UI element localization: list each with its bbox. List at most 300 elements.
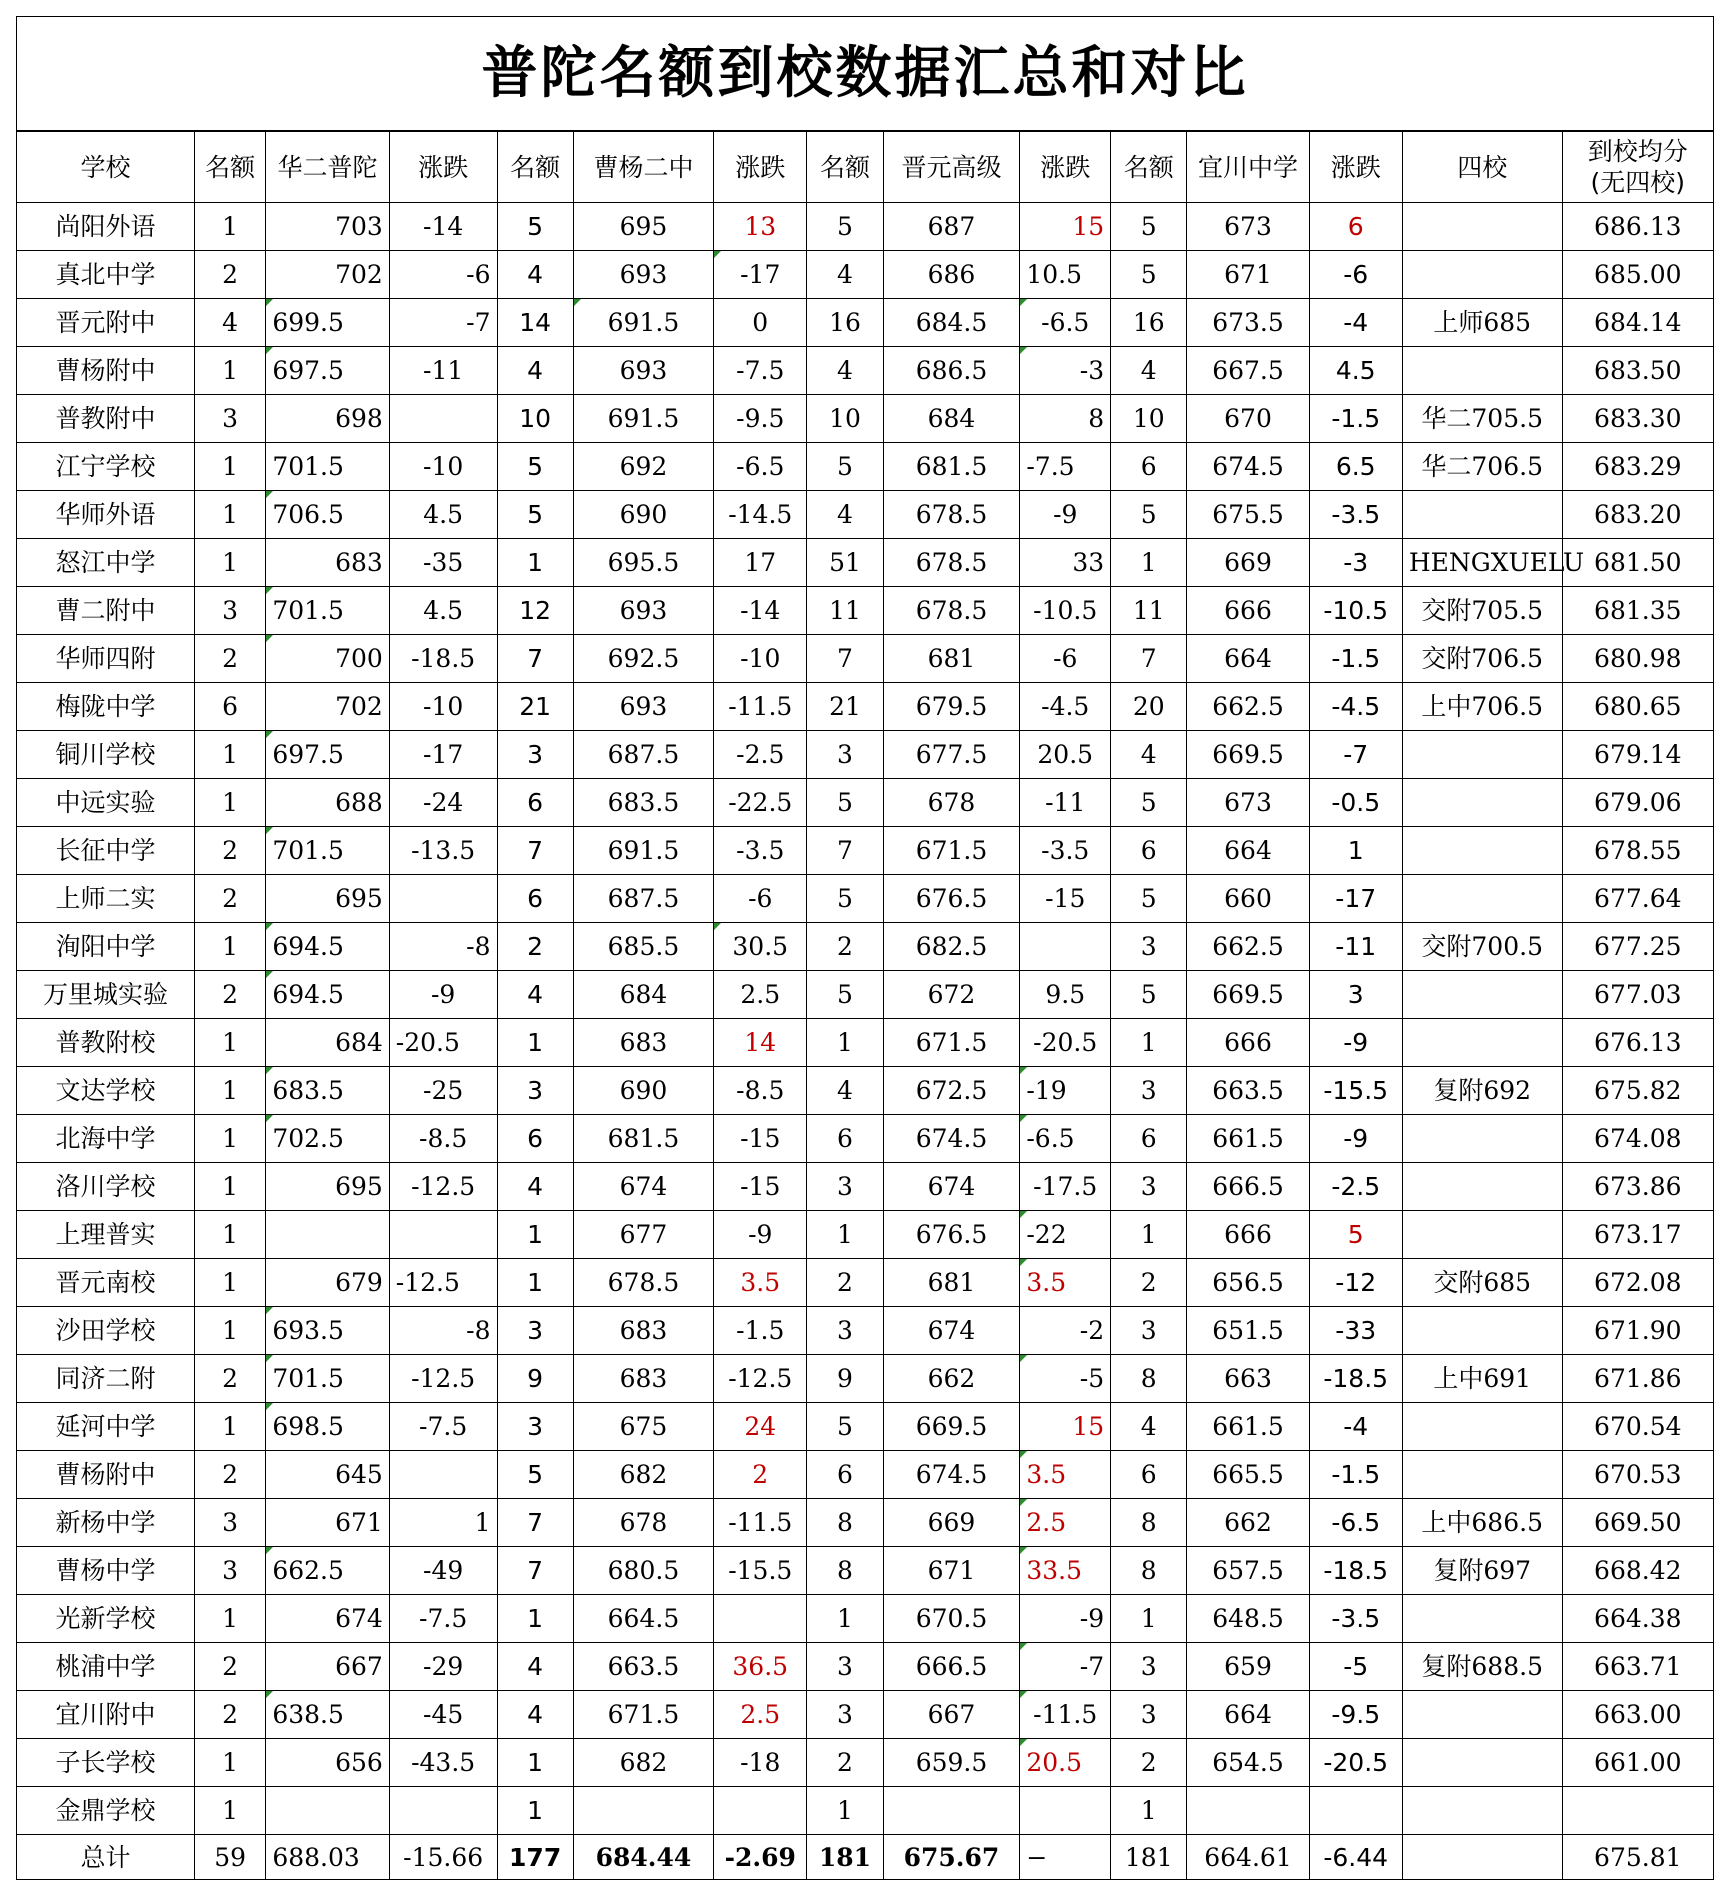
four-schools-score [1402, 1307, 1562, 1355]
score-huaer: 698 [266, 395, 389, 443]
change-yichuan: -9 [1309, 1115, 1402, 1163]
score-jinyuan [883, 1787, 1020, 1835]
score-jinyuan: 662 [883, 1355, 1020, 1403]
score-huaer: 706.5 [266, 491, 389, 539]
total-four-schools [1402, 1835, 1562, 1880]
score-huaer: 683.5 [266, 1067, 389, 1115]
score-caoyang [573, 1787, 713, 1835]
average-score: 677.25 [1562, 923, 1713, 971]
change-jinyuan: 8 [1020, 395, 1111, 443]
school-name: 华师四附 [17, 635, 195, 683]
change-yichuan: -1.5 [1309, 395, 1402, 443]
change-yichuan: -4.5 [1309, 683, 1402, 731]
change-caoyang: -3.5 [714, 827, 807, 875]
score-jinyuan: 669 [883, 1499, 1020, 1547]
score-jinyuan: 670.5 [883, 1595, 1020, 1643]
change-caoyang: -7.5 [714, 347, 807, 395]
quota-jinyuan: 3 [807, 1307, 883, 1355]
quota-yichuan: 1 [1111, 539, 1187, 587]
change-huaer: -49 [389, 1547, 497, 1595]
four-schools-score [1402, 971, 1562, 1019]
change-huaer: -45 [389, 1691, 497, 1739]
table-row [17, 827, 1714, 875]
total-quota-yichuan: 181 [1111, 1835, 1187, 1880]
quota-huaer: 1 [194, 491, 265, 539]
header-huaer: 华二普陀 [266, 131, 389, 203]
score-yichuan: 667.5 [1187, 347, 1309, 395]
score-jinyuan: 681.5 [883, 443, 1020, 491]
school-name: 子长学校 [17, 1739, 195, 1787]
header-jinyuan: 晋元高级 [883, 131, 1020, 203]
score-yichuan: 661.5 [1187, 1403, 1309, 1451]
average-score: 686.13 [1562, 203, 1713, 251]
score-yichuan: 648.5 [1187, 1595, 1309, 1643]
score-jinyuan: 687 [883, 203, 1020, 251]
quota-huaer: 2 [194, 1691, 265, 1739]
change-caoyang: -6.5 [714, 443, 807, 491]
quota-yichuan: 6 [1111, 443, 1187, 491]
score-jinyuan: 686 [883, 251, 1020, 299]
score-yichuan: 666.5 [1187, 1163, 1309, 1211]
change-huaer: -11 [389, 347, 497, 395]
quota-huaer: 3 [194, 587, 265, 635]
score-caoyang: 690 [573, 491, 713, 539]
change-huaer: -17 [389, 731, 497, 779]
score-jinyuan: 674 [883, 1163, 1020, 1211]
change-jinyuan: -7.5 [1020, 443, 1111, 491]
score-caoyang: 693 [573, 683, 713, 731]
quota-yichuan: 3 [1111, 1067, 1187, 1115]
school-name: 金鼎学校 [17, 1787, 195, 1835]
total-change-yichuan: -6.44 [1309, 1835, 1402, 1880]
average-score: 685.00 [1562, 251, 1713, 299]
four-schools-score: 复附697 [1402, 1547, 1562, 1595]
header-yichuan: 宜川中学 [1187, 131, 1309, 203]
quota-caoyang: 9 [497, 1355, 573, 1403]
average-score: 671.90 [1562, 1307, 1713, 1355]
change-caoyang: 13 [714, 203, 807, 251]
quota-jinyuan: 4 [807, 251, 883, 299]
school-name: 曹杨附中 [17, 1451, 195, 1499]
score-yichuan: 662.5 [1187, 923, 1309, 971]
quota-huaer: 1 [194, 1595, 265, 1643]
score-huaer: 656 [266, 1739, 389, 1787]
average-score: 670.53 [1562, 1451, 1713, 1499]
score-caoyang: 693 [573, 347, 713, 395]
change-jinyuan: -6.5 [1020, 299, 1111, 347]
table-row [17, 251, 1714, 299]
change-huaer: -43.5 [389, 1739, 497, 1787]
header-quota-1: 名额 [194, 131, 265, 203]
score-huaer: 697.5 [266, 347, 389, 395]
score-caoyang: 683 [573, 1019, 713, 1067]
change-jinyuan: -15 [1020, 875, 1111, 923]
change-jinyuan: -6 [1020, 635, 1111, 683]
change-huaer: 4.5 [389, 587, 497, 635]
quota-huaer: 1 [194, 1211, 265, 1259]
change-caoyang: -2.5 [714, 731, 807, 779]
quota-yichuan: 3 [1111, 1691, 1187, 1739]
school-name: 普教附校 [17, 1019, 195, 1067]
score-huaer: 671 [266, 1499, 389, 1547]
change-caoyang: -17 [714, 251, 807, 299]
change-yichuan: -18.5 [1309, 1355, 1402, 1403]
change-huaer: -29 [389, 1643, 497, 1691]
change-caoyang: -15 [714, 1163, 807, 1211]
score-huaer: 674 [266, 1595, 389, 1643]
change-huaer [389, 1211, 497, 1259]
change-jinyuan: 3.5 [1020, 1451, 1111, 1499]
four-schools-score: 上师685 [1402, 299, 1562, 347]
total-row [17, 1835, 1714, 1880]
four-schools-score: 上中686.5 [1402, 1499, 1562, 1547]
score-caoyang: 685.5 [573, 923, 713, 971]
total-change-jinyuan: − [1020, 1835, 1111, 1880]
quota-jinyuan: 5 [807, 875, 883, 923]
score-huaer: 701.5 [266, 1355, 389, 1403]
change-jinyuan: 3.5 [1020, 1259, 1111, 1307]
school-name: 同济二附 [17, 1355, 195, 1403]
change-yichuan: 3 [1309, 971, 1402, 1019]
average-score: 681.35 [1562, 587, 1713, 635]
change-jinyuan: 9.5 [1020, 971, 1111, 1019]
score-yichuan: 673 [1187, 779, 1309, 827]
quota-yichuan: 20 [1111, 683, 1187, 731]
quota-caoyang: 5 [497, 203, 573, 251]
score-yichuan: 669.5 [1187, 731, 1309, 779]
change-jinyuan: -10.5 [1020, 587, 1111, 635]
header-change-1: 涨跌 [389, 131, 497, 203]
quota-caoyang: 6 [497, 779, 573, 827]
change-yichuan: -17 [1309, 875, 1402, 923]
quota-yichuan: 3 [1111, 1643, 1187, 1691]
change-yichuan: -7 [1309, 731, 1402, 779]
four-schools-score [1402, 1739, 1562, 1787]
score-huaer: 662.5 [266, 1547, 389, 1595]
average-score: 673.86 [1562, 1163, 1713, 1211]
header-change-2: 涨跌 [714, 131, 807, 203]
table-row [17, 1163, 1714, 1211]
quota-jinyuan: 2 [807, 1739, 883, 1787]
table-row [17, 1067, 1714, 1115]
change-huaer: -18.5 [389, 635, 497, 683]
quota-yichuan: 5 [1111, 875, 1187, 923]
change-yichuan: 4.5 [1309, 347, 1402, 395]
quota-jinyuan: 1 [807, 1211, 883, 1259]
quota-jinyuan: 4 [807, 1067, 883, 1115]
school-name: 文达学校 [17, 1067, 195, 1115]
score-jinyuan: 678.5 [883, 491, 1020, 539]
score-huaer: 695 [266, 875, 389, 923]
quota-caoyang: 12 [497, 587, 573, 635]
school-name: 万里城实验 [17, 971, 195, 1019]
change-yichuan: -3.5 [1309, 491, 1402, 539]
four-schools-score [1402, 491, 1562, 539]
score-huaer: 700 [266, 635, 389, 683]
quota-jinyuan: 1 [807, 1787, 883, 1835]
score-huaer: 703 [266, 203, 389, 251]
score-jinyuan: 671.5 [883, 827, 1020, 875]
score-jinyuan: 666.5 [883, 1643, 1020, 1691]
quota-huaer: 2 [194, 971, 265, 1019]
score-yichuan: 664 [1187, 635, 1309, 683]
score-huaer: 688 [266, 779, 389, 827]
score-huaer: 701.5 [266, 827, 389, 875]
quota-huaer: 1 [194, 203, 265, 251]
change-caoyang: -22.5 [714, 779, 807, 827]
change-huaer: -25 [389, 1067, 497, 1115]
quota-jinyuan: 4 [807, 491, 883, 539]
four-schools-score: 复附692 [1402, 1067, 1562, 1115]
quota-jinyuan: 6 [807, 1115, 883, 1163]
change-jinyuan: -9 [1020, 1595, 1111, 1643]
change-yichuan: -6.5 [1309, 1499, 1402, 1547]
header-quota-2: 名额 [497, 131, 573, 203]
quota-jinyuan: 3 [807, 1691, 883, 1739]
score-huaer: 679 [266, 1259, 389, 1307]
change-jinyuan: -17.5 [1020, 1163, 1111, 1211]
change-yichuan: -1.5 [1309, 1451, 1402, 1499]
quota-huaer: 1 [194, 1163, 265, 1211]
average-score: 679.06 [1562, 779, 1713, 827]
total-score-huaer: 688.03 [266, 1835, 389, 1880]
table-row [17, 347, 1714, 395]
quota-yichuan: 1 [1111, 1787, 1187, 1835]
quota-caoyang: 5 [497, 491, 573, 539]
quota-huaer: 2 [194, 1451, 265, 1499]
change-yichuan: -0.5 [1309, 779, 1402, 827]
quota-jinyuan: 2 [807, 1259, 883, 1307]
school-name: 曹二附中 [17, 587, 195, 635]
change-jinyuan: 10.5 [1020, 251, 1111, 299]
change-huaer: -7.5 [389, 1595, 497, 1643]
quota-yichuan: 8 [1111, 1355, 1187, 1403]
header-caoyang: 曹杨二中 [573, 131, 713, 203]
change-jinyuan: -9 [1020, 491, 1111, 539]
quota-huaer: 1 [194, 347, 265, 395]
change-jinyuan: -11.5 [1020, 1691, 1111, 1739]
change-yichuan: -9 [1309, 1019, 1402, 1067]
score-caoyang: 683.5 [573, 779, 713, 827]
quota-caoyang: 1 [497, 539, 573, 587]
change-yichuan: -15.5 [1309, 1067, 1402, 1115]
change-caoyang: 2.5 [714, 1691, 807, 1739]
score-caoyang: 677 [573, 1211, 713, 1259]
average-score: 677.64 [1562, 875, 1713, 923]
school-name: 北海中学 [17, 1115, 195, 1163]
score-caoyang: 693 [573, 251, 713, 299]
school-name: 新杨中学 [17, 1499, 195, 1547]
change-yichuan: -18.5 [1309, 1547, 1402, 1595]
four-schools-score [1402, 1211, 1562, 1259]
score-jinyuan: 672.5 [883, 1067, 1020, 1115]
score-caoyang: 691.5 [573, 827, 713, 875]
change-huaer: -10 [389, 443, 497, 491]
score-yichuan: 666 [1187, 1211, 1309, 1259]
change-jinyuan [1020, 923, 1111, 971]
change-yichuan [1309, 1787, 1402, 1835]
change-yichuan: 5 [1309, 1211, 1402, 1259]
quota-caoyang: 4 [497, 1643, 573, 1691]
change-caoyang: 36.5 [714, 1643, 807, 1691]
header-quota-4: 名额 [1111, 131, 1187, 203]
quota-huaer: 2 [194, 1355, 265, 1403]
table-row [17, 491, 1714, 539]
change-jinyuan: -3.5 [1020, 827, 1111, 875]
quota-huaer: 1 [194, 1307, 265, 1355]
change-huaer: -14 [389, 203, 497, 251]
score-huaer: 698.5 [266, 1403, 389, 1451]
table-row [17, 1595, 1714, 1643]
average-score: 676.13 [1562, 1019, 1713, 1067]
average-score: 675.82 [1562, 1067, 1713, 1115]
change-caoyang: -18 [714, 1739, 807, 1787]
quota-jinyuan: 4 [807, 347, 883, 395]
change-huaer: -12.5 [389, 1355, 497, 1403]
score-caoyang: 693 [573, 587, 713, 635]
score-yichuan: 664 [1187, 1691, 1309, 1739]
average-score: 669.50 [1562, 1499, 1713, 1547]
change-yichuan: -10.5 [1309, 587, 1402, 635]
change-caoyang: 3.5 [714, 1259, 807, 1307]
four-schools-score: 上中706.5 [1402, 683, 1562, 731]
four-schools-score [1402, 827, 1562, 875]
change-caoyang [714, 1595, 807, 1643]
score-caoyang: 683 [573, 1307, 713, 1355]
four-schools-score: HENGXUELU [1402, 539, 1562, 587]
four-schools-score [1402, 779, 1562, 827]
quota-jinyuan: 6 [807, 1451, 883, 1499]
change-yichuan: 6.5 [1309, 443, 1402, 491]
change-yichuan: -20.5 [1309, 1739, 1402, 1787]
change-huaer: -10 [389, 683, 497, 731]
quota-huaer: 1 [194, 779, 265, 827]
quota-jinyuan: 2 [807, 923, 883, 971]
quota-huaer: 1 [194, 731, 265, 779]
score-caoyang: 687.5 [573, 731, 713, 779]
change-huaer: -8 [389, 923, 497, 971]
average-score: 661.00 [1562, 1739, 1713, 1787]
average-score: 674.08 [1562, 1115, 1713, 1163]
header-school: 学校 [17, 131, 195, 203]
change-caoyang: -11.5 [714, 683, 807, 731]
school-name: 上理普实 [17, 1211, 195, 1259]
score-caoyang: 682 [573, 1739, 713, 1787]
change-jinyuan: 20.5 [1020, 1739, 1111, 1787]
quota-jinyuan: 1 [807, 1019, 883, 1067]
quota-caoyang: 7 [497, 1499, 573, 1547]
average-score: 680.65 [1562, 683, 1713, 731]
score-yichuan: 659 [1187, 1643, 1309, 1691]
change-huaer [389, 1787, 497, 1835]
change-caoyang: -15 [714, 1115, 807, 1163]
header-quota-3: 名额 [807, 131, 883, 203]
four-schools-score [1402, 1403, 1562, 1451]
change-huaer: -6 [389, 251, 497, 299]
school-name: 怒江中学 [17, 539, 195, 587]
quota-yichuan: 5 [1111, 491, 1187, 539]
change-jinyuan: -19 [1020, 1067, 1111, 1115]
score-huaer: 684 [266, 1019, 389, 1067]
header-row [17, 131, 1714, 203]
quota-caoyang: 4 [497, 1691, 573, 1739]
table-row [17, 971, 1714, 1019]
change-yichuan: -33 [1309, 1307, 1402, 1355]
quota-huaer: 6 [194, 683, 265, 731]
quota-huaer: 1 [194, 1115, 265, 1163]
average-score: 663.00 [1562, 1691, 1713, 1739]
quota-jinyuan: 7 [807, 827, 883, 875]
score-huaer: 638.5 [266, 1691, 389, 1739]
score-huaer: 683 [266, 539, 389, 587]
quota-yichuan: 5 [1111, 971, 1187, 1019]
quota-huaer: 1 [194, 1019, 265, 1067]
change-jinyuan: -6.5 [1020, 1115, 1111, 1163]
score-jinyuan: 674 [883, 1307, 1020, 1355]
change-jinyuan: -4.5 [1020, 683, 1111, 731]
quota-yichuan: 5 [1111, 779, 1187, 827]
four-schools-score: 交附706.5 [1402, 635, 1562, 683]
school-name: 洵阳中学 [17, 923, 195, 971]
quota-caoyang: 1 [497, 1787, 573, 1835]
score-caoyang: 680.5 [573, 1547, 713, 1595]
quota-jinyuan: 8 [807, 1547, 883, 1595]
score-jinyuan: 684 [883, 395, 1020, 443]
score-jinyuan: 671 [883, 1547, 1020, 1595]
table-row [17, 1307, 1714, 1355]
quota-jinyuan: 7 [807, 635, 883, 683]
quota-caoyang: 1 [497, 1595, 573, 1643]
four-schools-score [1402, 347, 1562, 395]
average-score: 668.42 [1562, 1547, 1713, 1595]
average-score: 680.98 [1562, 635, 1713, 683]
change-yichuan: -12 [1309, 1259, 1402, 1307]
quota-caoyang: 10 [497, 395, 573, 443]
score-yichuan: 666 [1187, 587, 1309, 635]
change-jinyuan: 2.5 [1020, 1499, 1111, 1547]
change-caoyang: 24 [714, 1403, 807, 1451]
score-huaer: 701.5 [266, 443, 389, 491]
quota-yichuan: 1 [1111, 1019, 1187, 1067]
quota-caoyang: 3 [497, 1307, 573, 1355]
change-huaer: -8 [389, 1307, 497, 1355]
quota-caoyang: 7 [497, 635, 573, 683]
four-schools-score: 复附688.5 [1402, 1643, 1562, 1691]
change-caoyang: -15.5 [714, 1547, 807, 1595]
change-huaer: -24 [389, 779, 497, 827]
four-schools-score [1402, 1163, 1562, 1211]
quota-caoyang: 1 [497, 1211, 573, 1259]
quota-caoyang: 4 [497, 971, 573, 1019]
table-row [17, 1451, 1714, 1499]
change-huaer: -13.5 [389, 827, 497, 875]
change-caoyang: -1.5 [714, 1307, 807, 1355]
quota-huaer: 2 [194, 1643, 265, 1691]
header-change-4: 涨跌 [1309, 131, 1402, 203]
quota-huaer: 1 [194, 1067, 265, 1115]
score-yichuan: 657.5 [1187, 1547, 1309, 1595]
score-caoyang: 674 [573, 1163, 713, 1211]
table-row [17, 443, 1714, 491]
quota-jinyuan: 8 [807, 1499, 883, 1547]
quota-jinyuan: 5 [807, 971, 883, 1019]
change-jinyuan: -5 [1020, 1355, 1111, 1403]
score-caoyang: 671.5 [573, 1691, 713, 1739]
change-huaer: -12.5 [389, 1259, 497, 1307]
score-jinyuan: 676.5 [883, 1211, 1020, 1259]
average-score: 678.55 [1562, 827, 1713, 875]
quota-yichuan: 3 [1111, 923, 1187, 971]
